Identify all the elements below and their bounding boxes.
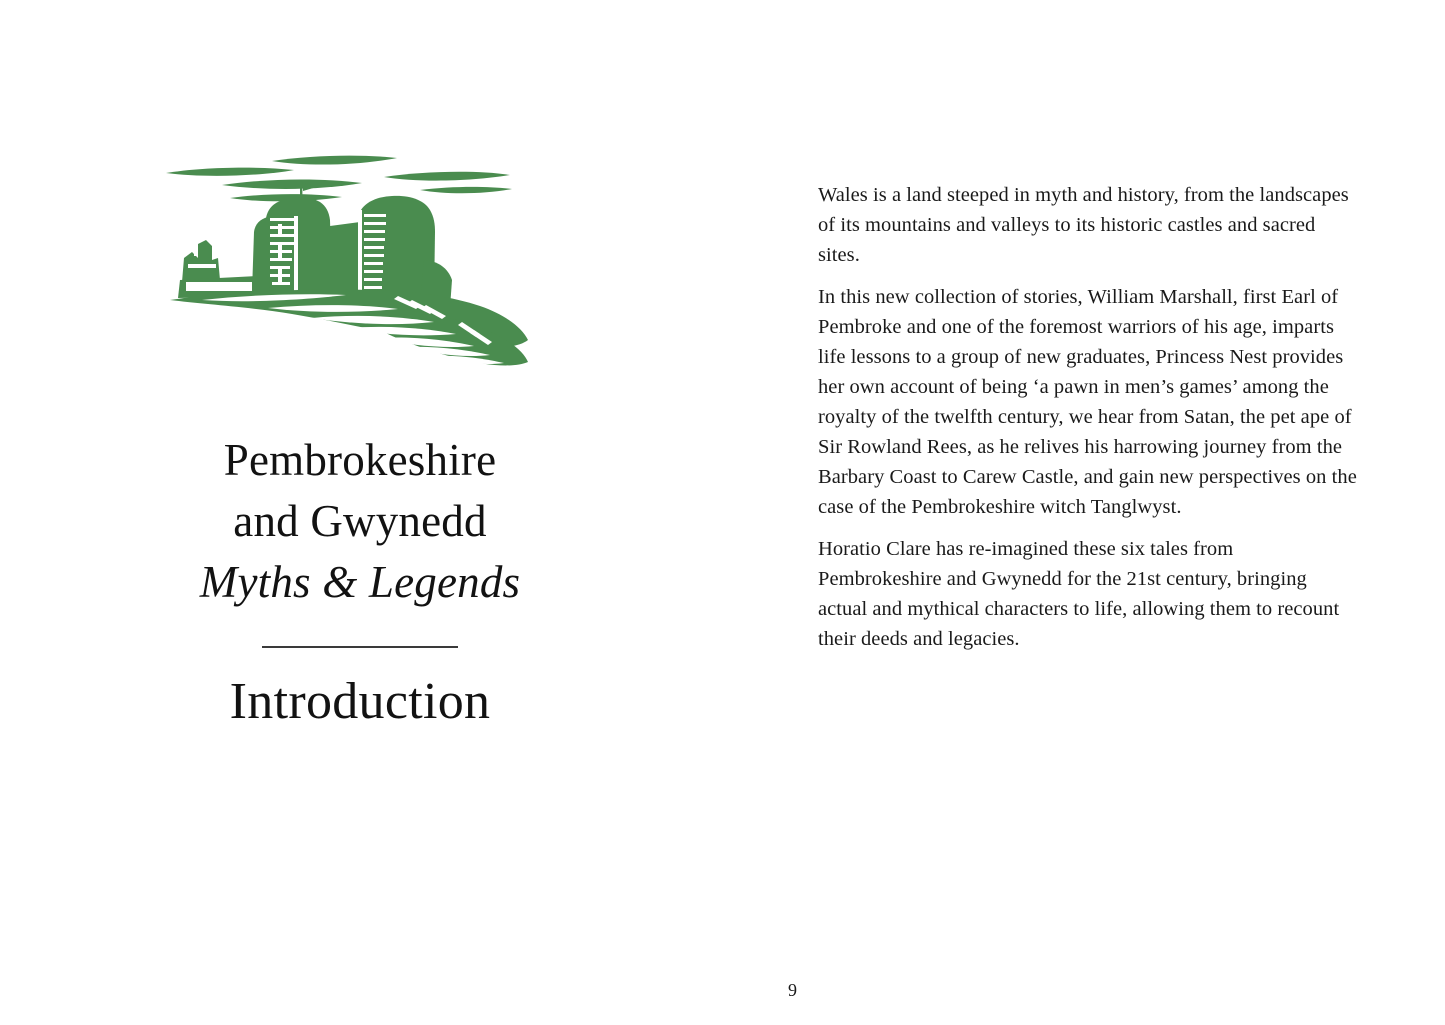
right-column — [818, 180, 1358, 654]
title-line-1: Pembrokeshire — [223, 435, 497, 485]
page-number-value: 9 — [788, 980, 797, 1000]
body-paragraph: Wales is a land steeped in myth and history, from the landscapes of its mountains and valleys to its historic castles and sacred sites. — [818, 184, 1349, 266]
page-number — [0, 980, 1445, 1001]
title-divider-rule — [262, 646, 458, 648]
title-line-2: and Gwynedd — [233, 496, 487, 546]
title-line-3: Myths & Legends — [199, 557, 521, 607]
section-heading: Introduction — [229, 673, 491, 730]
body-paragraph: Horatio Clare has re-imagined these six tales from Pembrokeshire and Gwynedd for the 21st century, bringing actual and mythical characters to life, allowing them to recount their deeds and legacies. — [818, 538, 1340, 650]
body-paragraph: In this new collection of stories, William Marshall, first Earl of Pembroke and one of the foremost warriors of his age, imparts life lessons to a group of new graduates, Princess Nest provides her own account of being ‘a pawn in men’s games’ among the royalty of the twelfth century, we hear from Satan, the pet ape of Sir Rowland Rees, as he relives his harrowing journey from the Barbary Coast to Carew Castle, and gain new perspectives on the case of the Pembrokeshire witch Tanglwyst. — [818, 286, 1357, 518]
castle-on-hill-illustration — [162, 140, 552, 402]
book-title-block — [150, 430, 570, 613]
left-column — [150, 140, 570, 732]
